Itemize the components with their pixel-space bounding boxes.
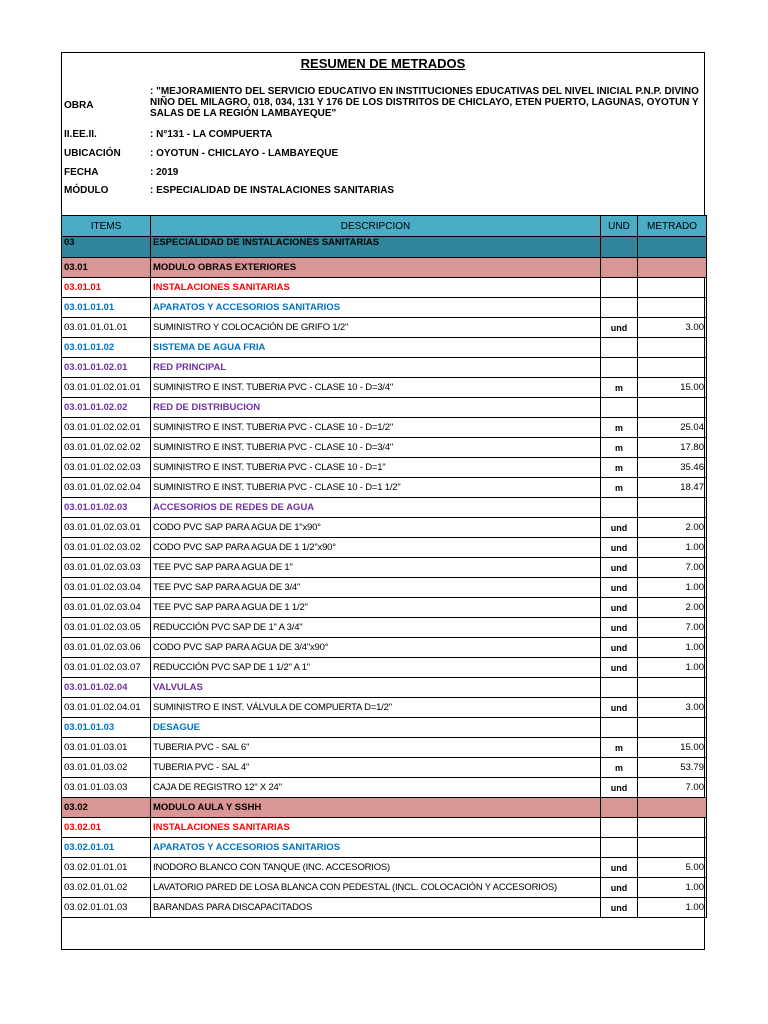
section-row	[62, 798, 707, 818]
obra-label: OBRA	[64, 100, 94, 111]
cell-unit	[601, 237, 638, 258]
cell-description: REDUCCIÓN PVC SAP DE 1 1/2" A 1"	[151, 658, 601, 678]
cell-unit	[601, 718, 638, 738]
cell-unit: und	[601, 898, 638, 918]
cell-metrado: 2.00	[638, 598, 707, 618]
cell-metrado: 7.00	[638, 778, 707, 798]
section-row	[62, 258, 707, 278]
cell-unit	[601, 278, 638, 298]
obra-value: : "MEJORAMIENTO DEL SERVICIO EDUCATIVO EN INSTITUCIONES EDUCATIVAS DEL NIVEL INICIAL P.N.P. DIVINO NIÑO DEL MILAGRO, 018, 034, 131 Y 176 DE LOS DISTRITOS DE CHICLAYO, ETEN PUERTO, LAGUNAS, OYOTUN Y SALAS DE LA REGIÓN LAMBAYEQUE"	[150, 86, 699, 119]
cell-unit: m	[601, 378, 638, 398]
section-row	[62, 338, 707, 358]
cell-unit: und	[601, 318, 638, 338]
cell-description: SISTEMA DE AGUA FRIA	[151, 338, 601, 358]
cell-description: APARATOS Y ACCESORIOS SANITARIOS	[151, 298, 601, 318]
cell-metrado	[638, 498, 707, 518]
cell-description: TEE PVC SAP PARA AGUA DE 3/4"	[151, 578, 601, 598]
table-row	[62, 558, 707, 578]
cell-description: INODORO BLANCO CON TANQUE (INC. ACCESORIOS)	[151, 858, 601, 878]
table-row	[62, 778, 707, 798]
table-row	[62, 518, 707, 538]
cell-unit: m	[601, 758, 638, 778]
cell-description: MODULO OBRAS EXTERIORES	[151, 258, 601, 278]
cell-item: 03.01.01.03	[62, 718, 151, 738]
cell-metrado: 35.46	[638, 458, 707, 478]
cell-description: CODO PVC SAP PARA AGUA DE 1 1/2"x90°	[151, 538, 601, 558]
cell-metrado	[638, 718, 707, 738]
cell-item: 03.01.01.02	[62, 338, 151, 358]
iiee-value: : N°131 - LA COMPUERTA	[150, 129, 273, 140]
table-header	[62, 216, 707, 237]
cell-unit	[601, 678, 638, 698]
cell-metrado	[638, 398, 707, 418]
cell-unit: und	[601, 638, 638, 658]
section-row	[62, 398, 707, 418]
cell-metrado	[638, 798, 707, 818]
cell-description: TEE PVC SAP PARA AGUA DE 1"	[151, 558, 601, 578]
cell-unit: m	[601, 438, 638, 458]
cell-description: REDUCCIÓN PVC SAP DE 1" A 3/4"	[151, 618, 601, 638]
cell-description: BARANDAS PARA DISCAPACITADOS	[151, 898, 601, 918]
metrados-table	[61, 215, 707, 918]
section-row	[62, 498, 707, 518]
col-items: ITEMS	[62, 216, 151, 237]
cell-item: 03.01.01.02.01.01	[62, 378, 151, 398]
cell-description: MODULO AULA Y SSHH	[151, 798, 601, 818]
cell-item: 03.01.01.02.01	[62, 358, 151, 378]
cell-item: 03.01.01.01	[62, 298, 151, 318]
cell-item: 03.01.01.02.03.01	[62, 518, 151, 538]
fecha-label: FECHA	[64, 167, 99, 178]
metrados-sheet	[61, 52, 705, 950]
cell-metrado: 7.00	[638, 558, 707, 578]
cell-metrado	[638, 818, 707, 838]
cell-metrado: 17.80	[638, 438, 707, 458]
modulo-label: MÓDULO	[64, 185, 109, 196]
cell-item: 03.01.01.02.02.02	[62, 438, 151, 458]
cell-item: 03.01.01.02.03.07	[62, 658, 151, 678]
cell-unit: m	[601, 738, 638, 758]
cell-metrado: 2.00	[638, 518, 707, 538]
cell-metrado: 5.00	[638, 858, 707, 878]
cell-item: 03.01.01.01.01	[62, 318, 151, 338]
table-row	[62, 758, 707, 778]
cell-item: 03.02.01	[62, 818, 151, 838]
table-row	[62, 898, 707, 918]
cell-description: LAVATORIO PARED DE LOSA BLANCA CON PEDESTAL (INCL. COLOCACIÓN Y ACCESORIOS)	[151, 878, 601, 898]
cell-item: 03.01.01.02.04.01	[62, 698, 151, 718]
cell-description: CAJA DE REGISTRO 12" X 24"	[151, 778, 601, 798]
cell-unit: m	[601, 478, 638, 498]
ubicacion-value: : OYOTUN - CHICLAYO - LAMBAYEQUE	[150, 148, 339, 159]
table-row	[62, 438, 707, 458]
table-row	[62, 618, 707, 638]
cell-description: TEE PVC SAP PARA AGUA DE 1 1/2"	[151, 598, 601, 618]
table-row	[62, 698, 707, 718]
cell-unit	[601, 798, 638, 818]
cell-unit: und	[601, 538, 638, 558]
table-row	[62, 578, 707, 598]
cell-description: SUMINISTRO E INST. TUBERIA PVC - CLASE 10 - D=1/2"	[151, 418, 601, 438]
cell-item: 03.01.01	[62, 278, 151, 298]
cell-item: 03	[62, 237, 151, 258]
cell-metrado	[638, 678, 707, 698]
table-row	[62, 478, 707, 498]
cell-metrado: 3.00	[638, 318, 707, 338]
section-row	[62, 298, 707, 318]
table-row	[62, 658, 707, 678]
cell-unit	[601, 398, 638, 418]
cell-metrado	[638, 237, 707, 258]
table-body	[62, 237, 707, 918]
table-row	[62, 318, 707, 338]
cell-description: RED PRINCIPAL	[151, 358, 601, 378]
cell-unit	[601, 298, 638, 318]
cell-unit: und	[601, 598, 638, 618]
col-und: UND	[601, 216, 638, 237]
table-row	[62, 638, 707, 658]
cell-metrado: 7.00	[638, 618, 707, 638]
cell-item: 03.01.01.02.02.01	[62, 418, 151, 438]
cell-item: 03.01.01.03.03	[62, 778, 151, 798]
cell-metrado	[638, 278, 707, 298]
cell-description: SUMINISTRO E INST. TUBERIA PVC - CLASE 10 - D=1"	[151, 458, 601, 478]
cell-item: 03.01.01.02.03.04	[62, 598, 151, 618]
cell-description: CODO PVC SAP PARA AGUA DE 3/4"x90°	[151, 638, 601, 658]
cell-metrado: 1.00	[638, 538, 707, 558]
cell-unit: und	[601, 518, 638, 538]
section-row	[62, 678, 707, 698]
cell-metrado	[638, 258, 707, 278]
cell-item: 03.01.01.02.03.06	[62, 638, 151, 658]
cell-unit: und	[601, 878, 638, 898]
fecha-value: : 2019	[150, 167, 179, 178]
table-row	[62, 858, 707, 878]
table-row	[62, 378, 707, 398]
section-row	[62, 838, 707, 858]
cell-unit: und	[601, 618, 638, 638]
cell-description: SUMINISTRO E INST. TUBERIA PVC - CLASE 10 - D=3/4"	[151, 378, 601, 398]
modulo-value: : ESPECIALIDAD DE INSTALACIONES SANITARIAS	[150, 185, 395, 196]
cell-description: ACCESORIOS DE REDES DE AGUA	[151, 498, 601, 518]
cell-metrado: 1.00	[638, 578, 707, 598]
cell-metrado: 25.04	[638, 418, 707, 438]
cell-description: ESPECIALIDAD DE INSTALACIONES SANITARIAS	[151, 237, 601, 258]
cell-metrado: 1.00	[638, 638, 707, 658]
cell-item: 03.02.01.01.02	[62, 878, 151, 898]
cell-item: 03.01.01.02.04	[62, 678, 151, 698]
page-title: RESUMEN DE METRADOS	[300, 56, 466, 71]
cell-item: 03.01.01.02.03	[62, 498, 151, 518]
cell-description: SUMINISTRO Y COLOCACIÓN DE GRIFO 1/2"	[151, 318, 601, 338]
cell-item: 03.01	[62, 258, 151, 278]
header-obra	[62, 86, 704, 126]
cell-metrado	[638, 838, 707, 858]
cell-item: 03.01.01.03.02	[62, 758, 151, 778]
cell-unit: und	[601, 578, 638, 598]
cell-item: 03.02.01.01.03	[62, 898, 151, 918]
table-row	[62, 538, 707, 558]
cell-metrado: 15.00	[638, 738, 707, 758]
cell-description: INSTALACIONES SANITARIAS	[151, 278, 601, 298]
cell-description: SUMINISTRO E INST. VÁLVULA DE COMPUERTA D=1/2"	[151, 698, 601, 718]
table-row	[62, 878, 707, 898]
table-row	[62, 598, 707, 618]
cell-metrado: 1.00	[638, 878, 707, 898]
cell-description: RED DE DISTRIBUCION	[151, 398, 601, 418]
iiee-label: II.EE.II.	[64, 129, 97, 140]
cell-item: 03.01.01.02.03.04	[62, 578, 151, 598]
cell-unit	[601, 338, 638, 358]
col-metrado: METRADO	[638, 216, 707, 237]
cell-item: 03.01.01.02.02.03	[62, 458, 151, 478]
cell-item: 03.01.01.03.01	[62, 738, 151, 758]
cell-item: 03.02.01.01	[62, 838, 151, 858]
cell-metrado: 53.79	[638, 758, 707, 778]
cell-unit: m	[601, 418, 638, 438]
table-row	[62, 418, 707, 438]
cell-metrado: 18.47	[638, 478, 707, 498]
cell-item: 03.01.01.02.03.03	[62, 558, 151, 578]
cell-item: 03.01.01.02.02	[62, 398, 151, 418]
cell-unit	[601, 838, 638, 858]
cell-unit: und	[601, 658, 638, 678]
cell-item: 03.01.01.02.03.02	[62, 538, 151, 558]
cell-description: TUBERIA PVC - SAL 4"	[151, 758, 601, 778]
section-row	[62, 718, 707, 738]
cell-description: VALVULAS	[151, 678, 601, 698]
ubicacion-label: UBICACIÓN	[64, 148, 121, 159]
cell-description: INSTALACIONES SANITARIAS	[151, 818, 601, 838]
section-row	[62, 818, 707, 838]
cell-item: 03.01.01.02.03.05	[62, 618, 151, 638]
cell-metrado	[638, 358, 707, 378]
cell-description: DESAGUE	[151, 718, 601, 738]
section-row	[62, 358, 707, 378]
cell-unit	[601, 818, 638, 838]
cell-unit: und	[601, 698, 638, 718]
cell-item: 03.02	[62, 798, 151, 818]
cell-unit	[601, 498, 638, 518]
cell-unit: und	[601, 558, 638, 578]
cell-metrado: 3.00	[638, 698, 707, 718]
cell-description: CODO PVC SAP PARA AGUA DE 1"x90°	[151, 518, 601, 538]
col-descripcion: DESCRIPCION	[151, 216, 601, 237]
cell-unit: und	[601, 858, 638, 878]
cell-unit: und	[601, 778, 638, 798]
cell-unit	[601, 258, 638, 278]
table-row	[62, 738, 707, 758]
cell-description: TUBERIA PVC - SAL 6"	[151, 738, 601, 758]
cell-metrado	[638, 338, 707, 358]
cell-item: 03.02.01.01.01	[62, 858, 151, 878]
section-row	[62, 278, 707, 298]
cell-metrado: 1.00	[638, 658, 707, 678]
cell-metrado	[638, 298, 707, 318]
cell-description: SUMINISTRO E INST. TUBERIA PVC - CLASE 10 - D=3/4"	[151, 438, 601, 458]
cell-description: APARATOS Y ACCESORIOS SANITARIOS	[151, 838, 601, 858]
table-row	[62, 458, 707, 478]
cell-unit: m	[601, 458, 638, 478]
cell-metrado: 15.00	[638, 378, 707, 398]
cell-description: SUMINISTRO E INST. TUBERIA PVC - CLASE 10 - D=1 1/2"	[151, 478, 601, 498]
cell-metrado: 1.00	[638, 898, 707, 918]
section-row	[62, 237, 707, 258]
cell-item: 03.01.01.02.02.04	[62, 478, 151, 498]
cell-unit	[601, 358, 638, 378]
